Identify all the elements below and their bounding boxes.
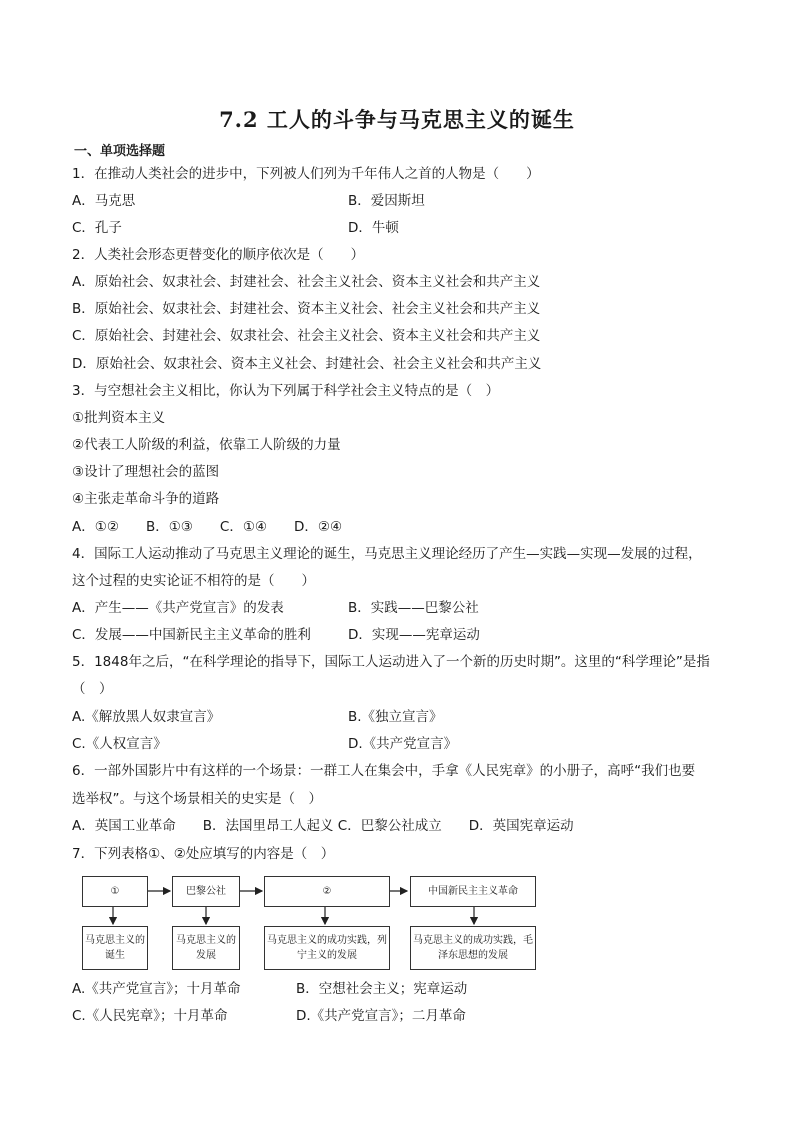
question-7-stem: 7．下列表格①、②处应填写的内容是（ ） xyxy=(72,846,335,862)
q3-item-2: ②代表工人阶级的利益，依靠工人阶级的力量 xyxy=(72,437,341,453)
question-1-stem: 1．在推动人类社会的进步中，下列被人们列为千年伟人之首的人物是（ ） xyxy=(72,166,540,182)
q5-option-a: A.《解放黑人奴隶宣言》 xyxy=(72,709,221,725)
q7-option-d: D.《共产党宣言》；二月革命 xyxy=(296,1008,466,1024)
diagram-box-bottom-2: 马克思主义的发展 xyxy=(172,926,240,970)
q2-option-c: C．原始社会、封建社会、奴隶社会、社会主义社会、资本主义社会和共产主义 xyxy=(72,328,541,344)
flow-diagram xyxy=(82,876,542,972)
q5-option-b: B.《独立宣言》 xyxy=(348,709,443,725)
q2-option-d: D．原始社会、奴隶社会、资本主义社会、封建社会、社会主义社会和共产主义 xyxy=(72,356,542,372)
question-5-stem-line2: （ ） xyxy=(72,681,113,697)
question-4-stem-line2: 这个过程的史实论证不相符的是（ ） xyxy=(72,573,315,589)
diagram-box-top-2: 巴黎公社 xyxy=(172,876,240,907)
q3-item-3: ③设计了理想社会的蓝图 xyxy=(72,464,220,480)
question-6-stem-line1: 6．一部外国影片中有这样的一个场景：一群工人在集会中，手拿《人民宪章》的小册子，高呼“我们也要 xyxy=(72,763,696,779)
q4-option-d: D．实现——宪章运动 xyxy=(348,627,480,643)
q4-option-a: A．产生——《共产党宣言》的发表 xyxy=(72,600,284,616)
q3-item-4: ④主张走革命斗争的道路 xyxy=(72,491,220,507)
diagram-box-bottom-3: 马克思主义的成功实践，列宁主义的发展 xyxy=(264,926,390,970)
diagram-box-bottom-1: 马克思主义的诞生 xyxy=(82,926,148,970)
q5-option-d: D.《共产党宣言》 xyxy=(348,736,458,752)
diagram-box-top-3: ② xyxy=(264,876,390,907)
q1-option-d: D．牛顿 xyxy=(348,220,399,236)
question-4-stem-line1: 4．国际工人运动推动了马克思主义理论的诞生，马克思主义理论经历了产生—实践—实现—发展的过程， xyxy=(72,546,702,562)
q4-option-c: C．发展——中国新民主主义革命的胜利 xyxy=(72,627,311,643)
question-6-stem-line2: 选举权”。与这个场景相关的史实是（ ） xyxy=(72,791,322,807)
q1-option-a: A．马克思 xyxy=(72,193,136,209)
question-2-stem: 2．人类社会形态更替变化的顺序依次是（ ） xyxy=(72,247,365,263)
diagram-box-top-1: ① xyxy=(82,876,148,907)
page-title: 7.2 工人的斗争与马克思主义的诞生 xyxy=(219,107,575,132)
q1-option-b: B．爱因斯坦 xyxy=(348,193,425,209)
q2-option-b: B．原始社会、奴隶社会、封建社会、资本主义社会、社会主义社会和共产主义 xyxy=(72,301,541,317)
section-heading: 一、单项选择题 xyxy=(74,144,166,159)
question-3-stem: 3．与空想社会主义相比，你认为下列属于科学社会主义特点的是（ ） xyxy=(72,383,500,399)
q4-option-b: B．实践——巴黎公社 xyxy=(348,600,479,616)
diagram-box-bottom-4: 马克思主义的成功实践，毛泽东思想的发展 xyxy=(410,926,536,970)
q1-option-c: C．孔子 xyxy=(72,220,122,236)
q7-option-a: A.《共产党宣言》；十月革命 xyxy=(72,981,241,997)
q7-option-b: B．空想社会主义；宪章运动 xyxy=(296,981,468,997)
q3-item-1: ①批判资本主义 xyxy=(72,410,166,426)
question-5-stem-line1: 5．1848年之后，“在科学理论的指导下，国际工人运动进入了一个新的历史时期”。这里的“科学理论”是指 xyxy=(72,654,710,670)
q3-options: A．①② B．①③ C．①④ D．②④ xyxy=(72,519,343,535)
q5-option-c: C.《人权宣言》 xyxy=(72,736,167,752)
q2-option-a: A．原始社会、奴隶社会、封建社会、社会主义社会、资本主义社会和共产主义 xyxy=(72,274,541,290)
q6-options: A．英国工业革命 B．法国里昂工人起义 C．巴黎公社成立 D．英国宪章运动 xyxy=(72,818,574,834)
q7-option-c: C.《人民宪章》；十月革命 xyxy=(72,1008,228,1024)
diagram-box-top-4: 中国新民主主义革命 xyxy=(410,876,536,907)
